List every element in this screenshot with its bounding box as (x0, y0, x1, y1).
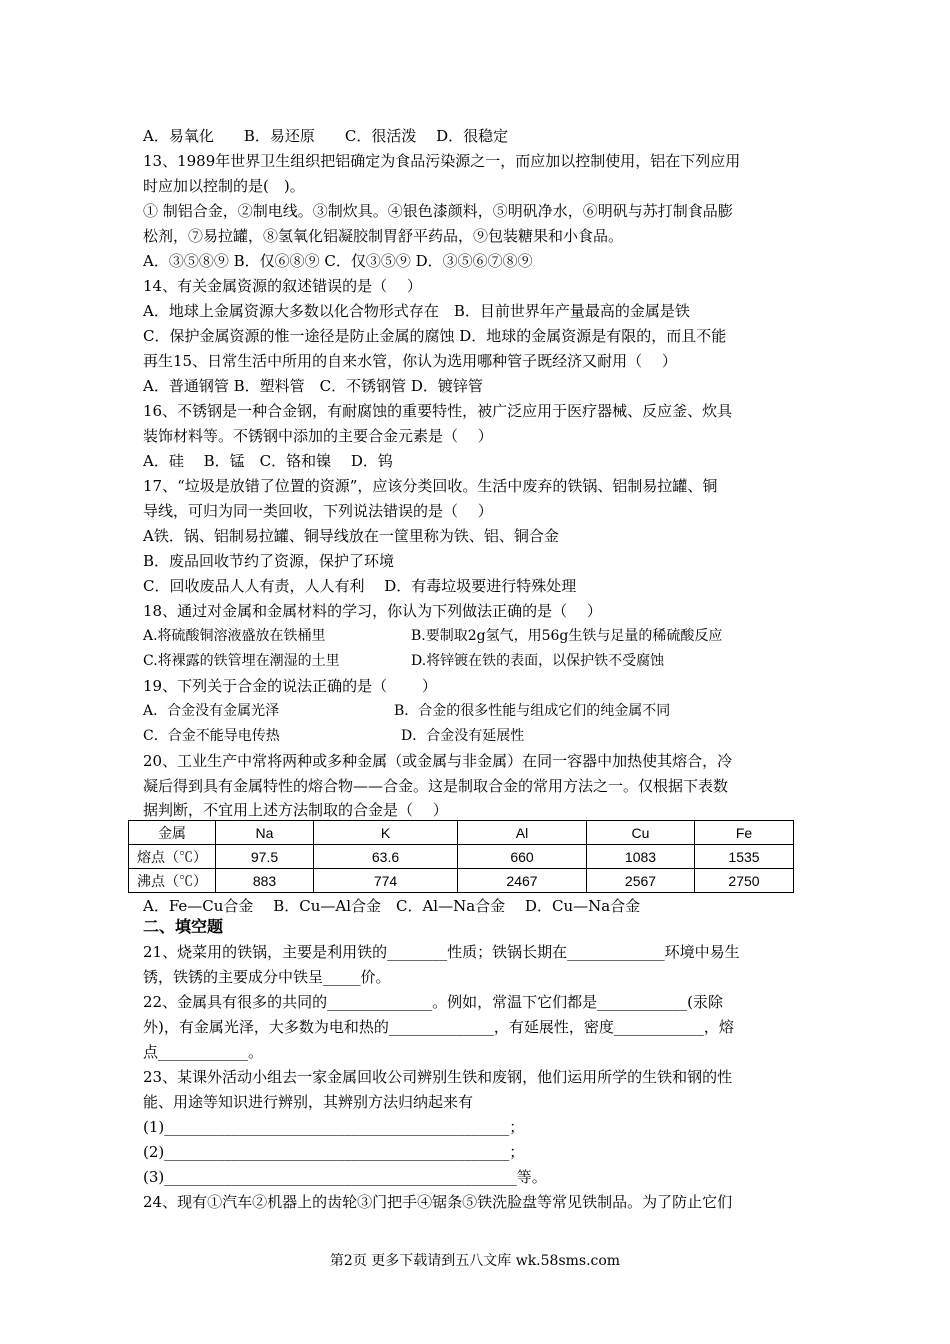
q21-line2: 锈，铁锈的主要成分中铁呈_____价。 (143, 968, 391, 986)
table-cell: 1535 (695, 845, 794, 869)
q18-option-a: A.将硫酸铜溶液盛放在铁桶里 (143, 628, 326, 644)
table-cell: 660 (458, 845, 587, 869)
q12-options: A．易氧化 B．易还原 C．很活泼 D．很稳定 (143, 127, 509, 145)
table-cell: 774 (314, 869, 458, 893)
q13-stem-line2: 时应加以控制的是( )。 (143, 177, 305, 195)
table-cell: K (314, 821, 458, 845)
q17-option-a: A铁．锅、铝制易拉罐、铜导线放在一筐里称为铁、铝、铜合金 (143, 527, 559, 545)
q22-line2: 外)，有金属光泽，大多数为电和热的______________，有延展性，密度____________，熔 (143, 1018, 734, 1036)
q17-stem-line2: 导线，可归为同一类回收，下列说法错误的是（ ） (143, 502, 493, 520)
q18-option-c: C.将裸露的铁管埋在潮湿的土里 (143, 653, 340, 669)
q13-options: A．③⑤⑧⑨ B．仅⑥⑧⑨ C．仅③⑤⑨ D．③⑤⑥⑦⑧⑨ (143, 252, 533, 270)
q14-options-ab: A．地球上金属资源大多数以化合物形式存在 B．目前世界年产量最高的金属是铁 (143, 302, 690, 320)
q18-stem: 18、通过对金属和金属材料的学习，你认为下列做法正确的是（ ） (143, 602, 602, 620)
table-cell: 金属 (129, 821, 216, 845)
q17-options-cd: C．回收废品人人有责，人人有利 D．有毒垃圾要进行特殊处理 (143, 577, 577, 595)
table-row (129, 869, 794, 893)
q18-option-b: B.要制取2g氢气，用56g生铁与足量的稀硫酸反应 (411, 628, 723, 644)
q16-stem-line2: 装饰材料等。不锈钢中添加的主要合金元素是（ ） (143, 427, 493, 445)
q18-option-d: D.将锌镀在铁的表面，以保护铁不受腐蚀 (411, 653, 665, 669)
page-footer: 第2页 更多下载请到五八文库 wk.58sms.com (329, 1253, 621, 1269)
table-cell: Cu (587, 821, 695, 845)
section-heading: 二、填空题 (143, 917, 224, 936)
q17-stem-line1: 17、“垃圾是放错了位置的资源”，应该分类回收。生活中废弃的铁锅、铝制易拉罐、铜 (143, 477, 718, 495)
q20-options: A．Fe—Cu合金 B．Cu—Al合金 C．Al—Na合金 D．Cu—Na合金 (143, 897, 641, 915)
q21-line1: 21、烧菜用的铁锅，主要是利用铁的________性质；铁锅长期在_____________环境中易生 (143, 943, 740, 961)
table-cell: 2467 (458, 869, 587, 893)
q22-line3: 点____________。 (143, 1043, 264, 1061)
q19-option-a: A．合金没有金属光泽 (143, 703, 280, 719)
q19-option-c: C．合金不能导电传热 (143, 728, 280, 744)
q14-options-cd: C．保护金属资源的惟一途径是防止金属的腐蚀 D．地球的金属资源是有限的，而且不能 (143, 327, 727, 345)
table-cell: Fe (695, 821, 794, 845)
melting-point-table (128, 820, 794, 893)
q17-option-b: B．废品回收节约了资源，保护了环境 (143, 552, 395, 570)
q15-options: A．普通钢管 B．塑料管 C．不锈钢管 D．镀锌管 (143, 377, 483, 395)
q16-stem-line1: 16、不锈钢是一种合金钢，有耐腐蚀的重要特性，被广泛应用于医疗器械、反应釜、炊具 (143, 402, 733, 420)
q19-option-b: B．合金的很多性能与组成它们的纯金属不同 (394, 703, 671, 719)
table-cell: Na (216, 821, 314, 845)
q19-stem: 19、下列关于合金的说法正确的是（ ） (143, 677, 437, 695)
q23-blank-3: (3)_______________________________________________等。 (143, 1168, 547, 1186)
table-cell: 97.5 (216, 845, 314, 869)
q16-options: A．硅 B．锰 C．铬和镍 D．钨 (143, 452, 393, 470)
table-cell: 63.6 (314, 845, 458, 869)
q20-stem-line3: 据判断，不宜用上述方法制取的合金是（ ） (143, 801, 448, 819)
table-cell: 熔点（℃） (129, 845, 216, 869)
q14-stem: 14、有关金属资源的叙述错误的是（ ） (143, 277, 422, 295)
q20-stem-line1: 20、工业生产中常将两种或多种金属（或金属与非金属）在同一容器中加热使其熔合，冷 (143, 752, 733, 770)
table-cell: 2750 (695, 869, 794, 893)
q24-line1: 24、现有①汽车②机器上的齿轮③门把手④锯条⑤铁洗脸盘等常见铁制品。为了防止它们 (143, 1193, 733, 1211)
table-row (129, 821, 794, 845)
q23-line1: 23、某课外活动小组去一家金属回收公司辨别生铁和废钢，他们运用所学的生铁和钢的性 (143, 1068, 733, 1086)
table-row (129, 845, 794, 869)
table-cell: 2567 (587, 869, 695, 893)
q23-line2: 能、用途等知识进行辨别，其辨别方法归纳起来有 (143, 1093, 474, 1111)
table-cell: 883 (216, 869, 314, 893)
q15-stem: 再生15、日常生活中所用的自来水管，你认为选用哪种管子既经济又耐用（ ） (143, 352, 677, 370)
q20-stem-line2: 凝后得到具有金属特性的熔合物——合金。这是制取合金的常用方法之一。仅根据下表数 (143, 777, 729, 795)
q19-option-d: D．合金没有延展性 (401, 728, 525, 744)
table-cell: Al (458, 821, 587, 845)
q13-items-line2: 松剂，⑦易拉罐，⑧氢氧化铝凝胶制胃舒平药品，⑨包装糖果和小食品。 (143, 227, 624, 245)
q13-stem-line1: 13、1989年世界卫生组织把铝确定为食品污染源之一，而应加以控制使用，铝在下列应用 (143, 152, 741, 170)
table-cell: 沸点（℃） (129, 869, 216, 893)
table-cell: 1083 (587, 845, 695, 869)
q22-line1: 22、金属具有很多的共同的______________。例如，常温下它们都是____________(汞除 (143, 993, 723, 1011)
q23-blank-1: (1)______________________________________________； (143, 1118, 525, 1136)
q23-blank-2: (2)______________________________________________； (143, 1143, 525, 1161)
q13-items-line1: ① 制铝合金，②制电线。③制炊具。④银色漆颜料，⑤明矾净水，⑥明矾与苏打制食品膨 (143, 202, 733, 220)
